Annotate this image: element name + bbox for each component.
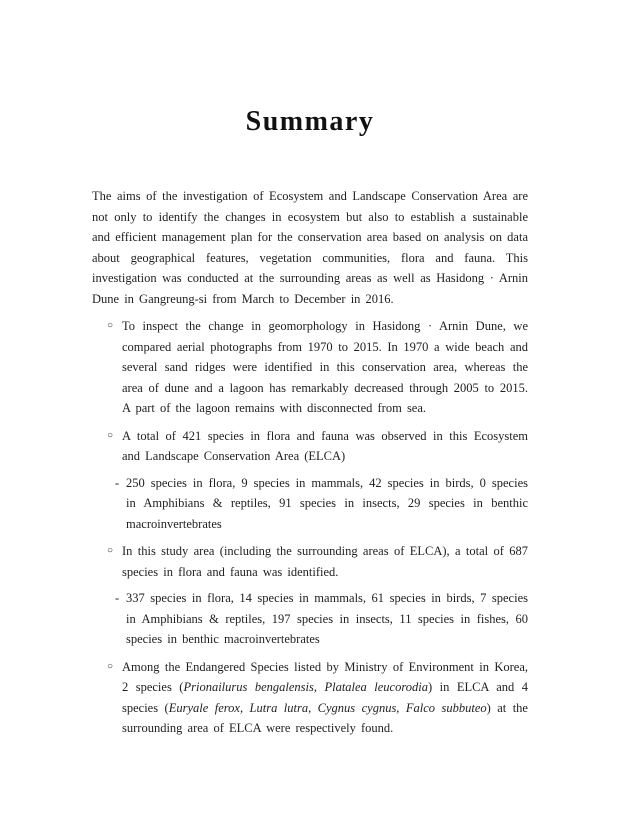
text-segment: In this study area (including the surrounding areas of ELCA), a total of 687 species in flora and fauna was identified. (122, 544, 528, 579)
summary-page (92, 105, 528, 739)
bullet-text (122, 660, 528, 736)
sub-bullet-dash-marker: - (115, 475, 120, 490)
sub-bullet-item (92, 588, 528, 650)
sub-bullet-item (92, 473, 528, 535)
bullet-text (122, 544, 528, 579)
sub-bullet-text (126, 476, 528, 531)
text-segment: A total of 421 species in flora and fauna was observed in this Ecosystem and Landscape Conservation Area (ELCA) (122, 428, 528, 463)
bullet-list (92, 316, 528, 739)
text-segment: ) in ELCA and 4 species ( (122, 680, 529, 715)
sub-bullet-dash-marker: - (115, 591, 120, 605)
bullet-circle-marker: ○ (107, 320, 114, 331)
text-segment: ) at the surrounding area of ELCA were respectively found. (122, 700, 528, 735)
bullet-item (92, 541, 528, 582)
page-title: Summary (245, 106, 375, 137)
text-segment: 250 species in flora, 9 species in mammals, 42 species in birds, 0 species in Amphibians & reptiles, 91 species in insects, 29 species in benthic macroinvertebrates (126, 475, 528, 531)
sub-bullet-text (126, 591, 528, 646)
bullet-text (122, 319, 528, 415)
species-name: Euryale ferox, Lutra lutra, Cygnus cygnus, Falco subbuteo (168, 700, 487, 715)
bullet-circle-marker: ○ (107, 429, 114, 441)
text-segment: Among the Endangered Species listed by Ministry of Environment in Korea, 2 species ( (122, 659, 528, 694)
species-name: Prionailurus bengalensis, Platalea leucorodia (183, 680, 428, 694)
bullet-item (92, 426, 528, 467)
bullet-item (92, 316, 528, 419)
text-segment: To inspect the change in geomorphology in Hasidong · Arnin Dune, we compared aerial photographs from 1970 to 2015. In 1970 a wide beach and several sand ridges were identified in this conservation area, whereas the area of dune and a lagoon has remarkably decreased through 2005 to 2015. A part of the lagoon remains with disconnected from sea. (122, 319, 528, 415)
bullet-circle-marker: ○ (107, 660, 114, 672)
bullet-circle-marker: ○ (107, 545, 114, 556)
intro-paragraph: The aims of the investigation of Ecosystem and Landscape Conservation Area are not only to identify the changes in ecosystem but also to establish a sustainable and efficient management plan for the conservation area based on analysis on data about geographical features, vegetation communities, flora and fauna. This investigation was conducted at the surrounding areas as well as Hasidong · Arnin Dune in Gangreung-si from March to December in 2016. (92, 189, 528, 306)
bullet-text (122, 429, 528, 464)
bullet-item (92, 657, 528, 739)
page-content (92, 186, 528, 739)
text-segment: 337 species in flora, 14 species in mammals, 61 species in birds, 7 species in Amphibians & reptiles, 197 species in insects, 11 species in fishes, 60 species in benthic macroinvertebrates (126, 591, 528, 646)
